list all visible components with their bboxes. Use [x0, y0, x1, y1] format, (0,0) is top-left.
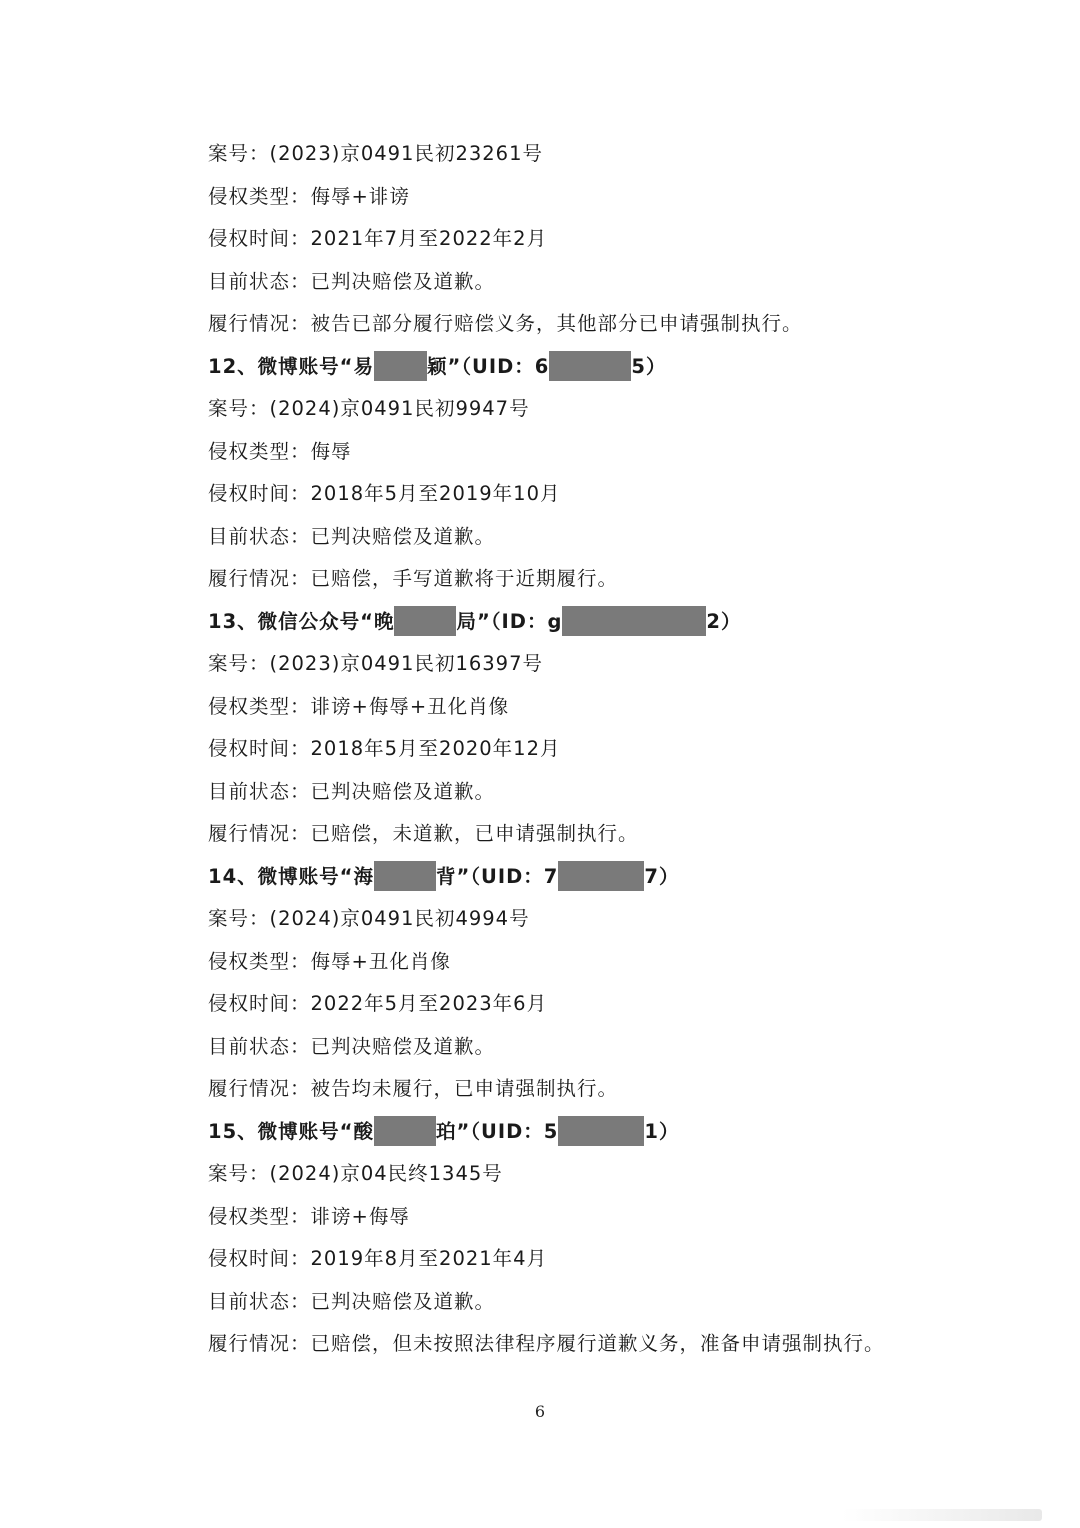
case-number-line: 案号：(2024)京0491民初9947号 — [208, 397, 530, 420]
case-number-line: 案号：(2024)京0491民初4994号 — [208, 907, 530, 930]
case-number-line: 案号：(2024)京04民终1345号 — [208, 1162, 503, 1185]
item-15-heading — [208, 1111, 1008, 1154]
heading-text: 13、微信公众号“晚 — [208, 609, 395, 633]
performance-line: 履行情况：已赔偿，但未按照法律程序履行道歉义务，准备申请强制执行。 — [208, 1332, 885, 1355]
redaction-block — [374, 351, 427, 381]
document-body — [208, 133, 1008, 1366]
current-status-line: 目前状态：已判决赔偿及道歉。 — [208, 269, 496, 293]
item-12-heading — [208, 346, 1008, 389]
heading-text: 12、微博账号“易 — [208, 354, 374, 378]
redaction-block — [549, 351, 631, 381]
heading-text: 珀”（UID：5 — [435, 1119, 559, 1143]
item-13-heading — [208, 601, 1008, 644]
heading-text: 7） — [644, 864, 680, 888]
infringement-type-line: 侵权类型：诽谤+侮辱+丑化肖像 — [208, 694, 510, 718]
heading-text: 局”（ID：g — [456, 609, 563, 633]
infringement-period-line: 侵权时间：2018年5月至2019年10月 — [208, 482, 561, 505]
infringement-type-line: 侵权类型：诽谤+侮辱 — [208, 1204, 410, 1228]
heading-text: 2） — [706, 609, 742, 633]
current-status-line: 目前状态：已判决赔偿及道歉。 — [208, 524, 496, 548]
heading-text: 1） — [644, 1119, 680, 1143]
current-status-line: 目前状态：已判决赔偿及道歉。 — [208, 1289, 496, 1313]
redaction-block — [558, 1116, 644, 1146]
infringement-period-line: 侵权时间：2021年7月至2022年2月 — [208, 227, 548, 250]
infringement-period-line: 侵权时间：2018年5月至2020年12月 — [208, 737, 561, 760]
item-14-heading — [208, 856, 1008, 899]
performance-line: 履行情况：被告已部分履行赔偿义务，其他部分已申请强制执行。 — [208, 312, 803, 335]
performance-line: 履行情况：已赔偿，手写道歉将于近期履行。 — [208, 567, 619, 590]
current-status-line: 目前状态：已判决赔偿及道歉。 — [208, 1034, 496, 1058]
heading-text: 14、微博账号“海 — [208, 864, 374, 888]
watermark — [842, 1509, 1042, 1521]
infringement-type-line: 侵权类型：侮辱+丑化肖像 — [208, 949, 451, 973]
heading-text: 5） — [631, 354, 667, 378]
heading-text: 15、微博账号“酸 — [208, 1119, 374, 1143]
case-number-line: 案号：(2023)京0491民初16397号 — [208, 652, 543, 675]
heading-text: 颖”（UID：6 — [426, 354, 550, 378]
page-number: 6 — [534, 1402, 546, 1421]
infringement-period-line: 侵权时间：2019年8月至2021年4月 — [208, 1247, 548, 1270]
redaction-block — [562, 606, 706, 636]
infringement-type-line: 侵权类型：侮辱+诽谤 — [208, 184, 410, 208]
redaction-block — [394, 606, 456, 636]
redaction-block — [374, 861, 436, 891]
current-status-line: 目前状态：已判决赔偿及道歉。 — [208, 779, 496, 803]
redaction-block — [374, 1116, 436, 1146]
case-number-line: 案号：(2023)京0491民初23261号 — [208, 142, 543, 165]
infringement-period-line: 侵权时间：2022年5月至2023年6月 — [208, 992, 548, 1015]
infringement-type-line: 侵权类型：侮辱 — [208, 439, 352, 463]
performance-line: 履行情况：已赔偿，未道歉，已申请强制执行。 — [208, 822, 639, 845]
performance-line: 履行情况：被告均未履行，已申请强制执行。 — [208, 1077, 619, 1100]
redaction-block — [558, 861, 644, 891]
heading-text: 背”（UID：7 — [435, 864, 559, 888]
